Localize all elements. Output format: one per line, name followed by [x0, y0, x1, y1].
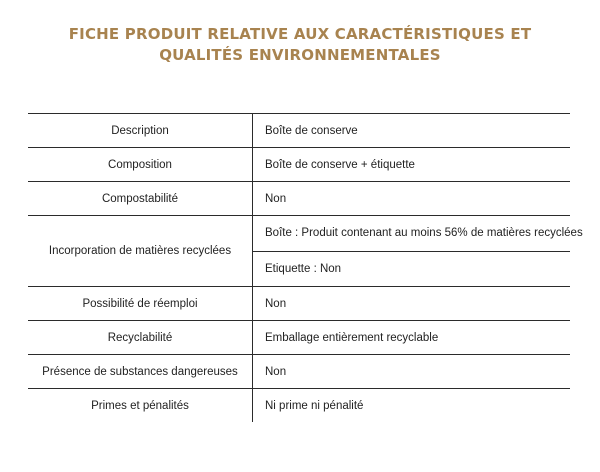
row-label-composition: Composition	[28, 148, 253, 182]
row-value-compostabilite: Non	[253, 182, 571, 216]
table-row	[28, 355, 570, 389]
row-value-substances: Non	[253, 355, 571, 389]
table-row	[28, 216, 570, 252]
table-row	[28, 287, 570, 321]
row-value-incorporation-boite: Boîte : Produit contenant au moins 56% de matières recyclées	[253, 216, 571, 252]
row-value-composition: Boîte de conserve + étiquette	[253, 148, 571, 182]
page-title	[0, 24, 600, 66]
row-label-compostabilite: Compostabilité	[28, 182, 253, 216]
table-row	[28, 321, 570, 355]
row-value-description: Boîte de conserve	[253, 114, 571, 148]
row-label-recyclabilite: Recyclabilité	[28, 321, 253, 355]
title-line-1: FICHE PRODUIT RELATIVE AUX CARACTÉRISTIQUES ET	[68, 25, 532, 43]
row-value-incorporation-etiquette: Etiquette : Non	[253, 251, 571, 287]
row-label-reemploi: Possibilité de réemploi	[28, 287, 253, 321]
row-label-primes: Primes et pénalités	[28, 389, 253, 423]
row-value-recyclabilite: Emballage entièrement recyclable	[253, 321, 571, 355]
table-row	[28, 148, 570, 182]
row-label-substances: Présence de substances dangereuses	[28, 355, 253, 389]
row-value-primes: Ni prime ni pénalité	[253, 389, 571, 423]
table-row	[28, 114, 570, 148]
table-row	[28, 389, 570, 423]
row-value-reemploi: Non	[253, 287, 571, 321]
row-label-incorporation: Incorporation de matières recyclées	[28, 216, 253, 287]
title-line-2: QUALITÉS ENVIRONNEMENTALES	[159, 46, 441, 64]
product-characteristics-table	[28, 113, 583, 422]
row-label-description: Description	[28, 114, 253, 148]
table-row	[28, 182, 570, 216]
